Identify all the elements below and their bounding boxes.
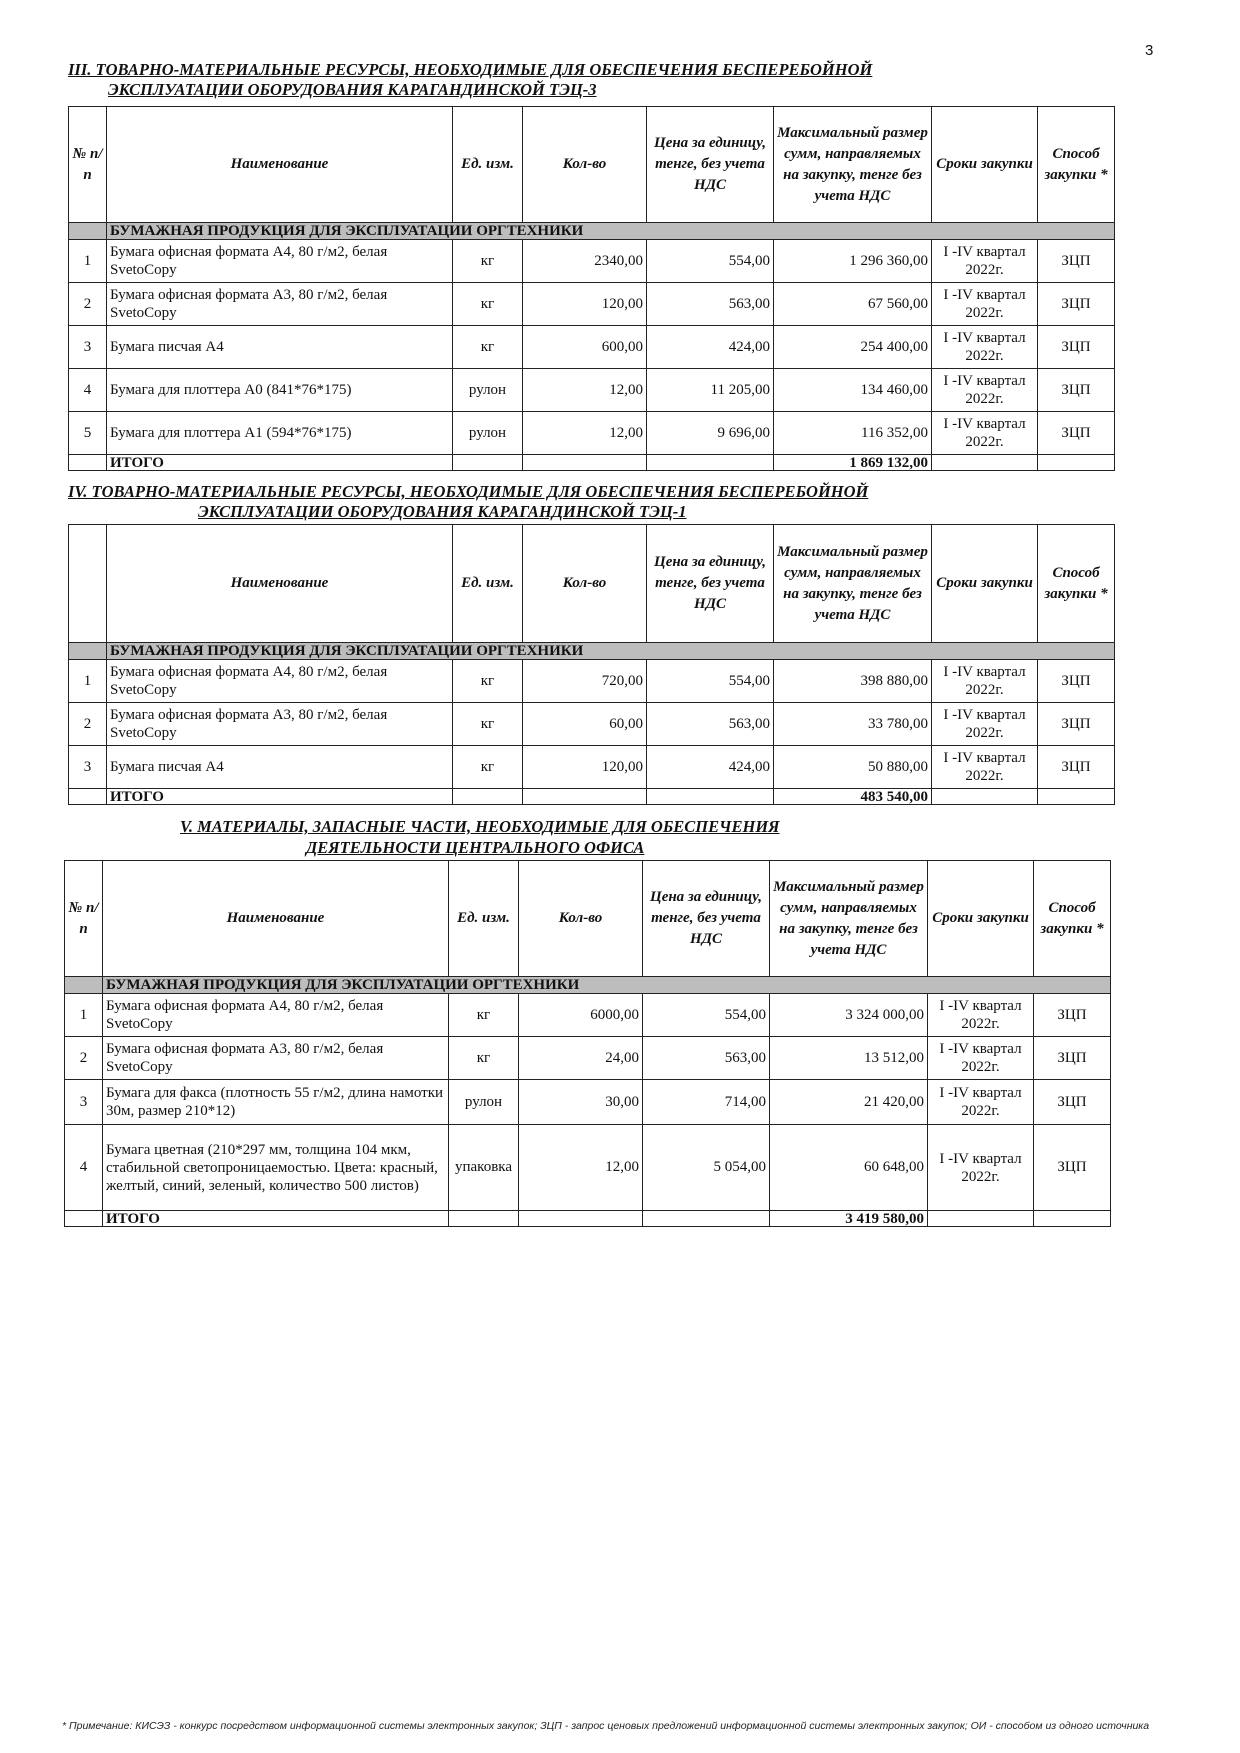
row-period: I -IV квартал 2022г.	[932, 283, 1038, 326]
total-amount: 1 869 132,00	[774, 455, 932, 471]
row-method: ЗЦП	[1038, 283, 1115, 326]
row-unit: кг	[453, 660, 523, 703]
row-qty: 120,00	[523, 283, 647, 326]
row-period: I -IV квартал 2022г.	[932, 746, 1038, 789]
row-unit: кг	[453, 240, 523, 283]
col-header-no: № п/п	[69, 107, 107, 223]
row-qty: 24,00	[519, 1037, 643, 1080]
category-row	[69, 643, 1115, 660]
row-amount: 13 512,00	[770, 1037, 928, 1080]
row-number: 3	[69, 326, 107, 369]
row-name: Бумага для плоттера А1 (594*76*175)	[107, 412, 453, 455]
table-row	[69, 746, 1115, 789]
row-method: ЗЦП	[1034, 1125, 1111, 1211]
col-header-name: Наименование	[107, 107, 453, 223]
col-header-period: Сроки закупки	[932, 525, 1038, 643]
page-number: 3	[1145, 42, 1154, 59]
row-price: 563,00	[647, 283, 774, 326]
col-header-qty: Кол-во	[519, 861, 643, 977]
total-amount: 3 419 580,00	[770, 1211, 928, 1227]
row-number: 1	[65, 994, 103, 1037]
table-header-row	[65, 861, 1111, 977]
row-unit: рулон	[453, 412, 523, 455]
row-qty: 600,00	[523, 326, 647, 369]
row-number: 5	[69, 412, 107, 455]
row-method: ЗЦП	[1038, 412, 1115, 455]
section-3-title-line1: III. ТОВАРНО-МАТЕРИАЛЬНЫЕ РЕСУРСЫ, НЕОБХОДИМЫЕ ДЛЯ ОБЕСПЕЧЕНИЯ БЕСПЕРЕБОЙНОЙ	[68, 60, 873, 79]
row-name: Бумага офисная формата А3, 80 г/м2, белая SvetoCopy	[103, 1037, 449, 1080]
row-unit: кг	[453, 326, 523, 369]
col-header-price: Цена за единицу, тенге, без учета НДС	[647, 107, 774, 223]
row-unit: кг	[453, 746, 523, 789]
row-method: ЗЦП	[1038, 326, 1115, 369]
total-row	[69, 455, 1115, 471]
row-period: I -IV квартал 2022г.	[932, 326, 1038, 369]
row-qty: 12,00	[523, 369, 647, 412]
row-number: 3	[65, 1080, 103, 1125]
col-header-max-amount: Максимальный размер сумм, направляемых на закупку, тенге без учета НДС	[774, 107, 932, 223]
col-header-qty: Кол-во	[523, 525, 647, 643]
row-amount: 134 460,00	[774, 369, 932, 412]
row-name: Бумага офисная формата А4, 80 г/м2, белая SvetoCopy	[107, 660, 453, 703]
row-amount: 50 880,00	[774, 746, 932, 789]
row-price: 5 054,00	[643, 1125, 770, 1211]
section-5-table	[64, 860, 1111, 1227]
row-period: I -IV квартал 2022г.	[928, 994, 1034, 1037]
col-header-price: Цена за единицу, тенге, без учета НДС	[647, 525, 774, 643]
row-amount: 67 560,00	[774, 283, 932, 326]
row-amount: 33 780,00	[774, 703, 932, 746]
section-5-title-line2: ДЕЯТЕЛЬНОСТИ ЦЕНТРАЛЬНОГО ОФИСА	[306, 838, 645, 857]
total-row	[65, 1211, 1111, 1227]
row-period: I -IV квартал 2022г.	[932, 412, 1038, 455]
row-qty: 30,00	[519, 1080, 643, 1125]
row-unit: рулон	[449, 1080, 519, 1125]
row-price: 554,00	[647, 240, 774, 283]
row-method: ЗЦП	[1038, 240, 1115, 283]
col-header-period: Сроки закупки	[932, 107, 1038, 223]
row-price: 714,00	[643, 1080, 770, 1125]
col-header-method: Способ закупки *	[1034, 861, 1111, 977]
row-amount: 254 400,00	[774, 326, 932, 369]
row-period: I -IV квартал 2022г.	[928, 1125, 1034, 1211]
row-number: 4	[69, 369, 107, 412]
col-header-unit: Ед. изм.	[453, 525, 523, 643]
table-row	[69, 240, 1115, 283]
col-header-method: Способ закупки *	[1038, 525, 1115, 643]
table-row	[69, 283, 1115, 326]
row-price: 424,00	[647, 746, 774, 789]
row-price: 563,00	[647, 703, 774, 746]
table-row	[65, 1125, 1111, 1211]
row-price: 9 696,00	[647, 412, 774, 455]
table-row	[69, 703, 1115, 746]
col-header-max-amount: Максимальный размер сумм, направляемых на закупку, тенге без учета НДС	[774, 525, 932, 643]
table-row	[65, 1080, 1111, 1125]
table-row	[65, 994, 1111, 1037]
col-header-qty: Кол-во	[523, 107, 647, 223]
total-label: ИТОГО	[107, 789, 453, 805]
table-row	[69, 369, 1115, 412]
row-amount: 60 648,00	[770, 1125, 928, 1211]
row-method: ЗЦП	[1038, 660, 1115, 703]
row-method: ЗЦП	[1034, 994, 1111, 1037]
col-header-name: Наименование	[103, 861, 449, 977]
row-unit: кг	[449, 994, 519, 1037]
row-amount: 21 420,00	[770, 1080, 928, 1125]
row-name: Бумага цветная (210*297 мм, толщина 104 мкм, стабильной светопроницаемостью. Цвета: красный, желтый, синий, зеленый, количество 500 листов)	[103, 1125, 449, 1211]
row-unit: кг	[453, 283, 523, 326]
total-label: ИТОГО	[107, 455, 453, 471]
row-name: Бумага офисная формата А3, 80 г/м2, белая SvetoCopy	[107, 703, 453, 746]
footnote: * Примечание: КИСЭЗ - конкурс посредством информационной системы электронных закупок; ЗЦП - запрос ценовых предложений информационной системы электронных закупок; ОИ - способом из одного источника	[62, 1720, 1150, 1732]
row-qty: 12,00	[523, 412, 647, 455]
category-row	[65, 977, 1111, 994]
col-header-no	[69, 525, 107, 643]
row-price: 554,00	[643, 994, 770, 1037]
row-name: Бумага офисная формата А4, 80 г/м2, белая SvetoCopy	[107, 240, 453, 283]
col-header-unit: Ед. изм.	[449, 861, 519, 977]
row-method: ЗЦП	[1038, 703, 1115, 746]
category-label: БУМАЖНАЯ ПРОДУКЦИЯ ДЛЯ ЭКСПЛУАТАЦИИ ОРГТЕХНИКИ	[107, 643, 1115, 660]
row-method: ЗЦП	[1034, 1080, 1111, 1125]
col-header-max-amount: Максимальный размер сумм, направляемых на закупку, тенге без учета НДС	[770, 861, 928, 977]
col-header-method: Способ закупки *	[1038, 107, 1115, 223]
row-price: 563,00	[643, 1037, 770, 1080]
row-period: I -IV квартал 2022г.	[928, 1080, 1034, 1125]
row-amount: 398 880,00	[774, 660, 932, 703]
row-number: 3	[69, 746, 107, 789]
category-row	[69, 223, 1115, 240]
section-3-title-line2: ЭКСПЛУАТАЦИИ ОБОРУДОВАНИЯ КАРАГАНДИНСКОЙ ТЭЦ-3	[108, 80, 597, 99]
table-row	[69, 412, 1115, 455]
row-price: 554,00	[647, 660, 774, 703]
row-qty: 12,00	[519, 1125, 643, 1211]
row-period: I -IV квартал 2022г.	[928, 1037, 1034, 1080]
row-qty: 60,00	[523, 703, 647, 746]
row-name: Бумага писчая А4	[107, 746, 453, 789]
row-amount: 116 352,00	[774, 412, 932, 455]
category-label: БУМАЖНАЯ ПРОДУКЦИЯ ДЛЯ ЭКСПЛУАТАЦИИ ОРГТЕХНИКИ	[107, 223, 1115, 240]
row-name: Бумага писчая А4	[107, 326, 453, 369]
table-row	[69, 660, 1115, 703]
row-price: 11 205,00	[647, 369, 774, 412]
row-number: 1	[69, 240, 107, 283]
section-4-title-line2: ЭКСПЛУАТАЦИИ ОБОРУДОВАНИЯ КАРАГАНДИНСКОЙ ТЭЦ-1	[198, 502, 687, 521]
col-header-no: № п/п	[65, 861, 103, 977]
section-3-table	[68, 106, 1115, 471]
row-qty: 2340,00	[523, 240, 647, 283]
row-amount: 3 324 000,00	[770, 994, 928, 1037]
total-row	[69, 789, 1115, 805]
row-name: Бумага для плоттера А0 (841*76*175)	[107, 369, 453, 412]
row-method: ЗЦП	[1034, 1037, 1111, 1080]
row-qty: 120,00	[523, 746, 647, 789]
table-row	[69, 326, 1115, 369]
col-header-unit: Ед. изм.	[453, 107, 523, 223]
row-number: 2	[69, 703, 107, 746]
row-method: ЗЦП	[1038, 746, 1115, 789]
row-period: I -IV квартал 2022г.	[932, 660, 1038, 703]
table-header-row	[69, 107, 1115, 223]
row-name: Бумага офисная формата А3, 80 г/м2, белая SvetoCopy	[107, 283, 453, 326]
row-name: Бумага офисная формата А4, 80 г/м2, белая SvetoCopy	[103, 994, 449, 1037]
row-unit: упаковка	[449, 1125, 519, 1211]
row-number: 2	[69, 283, 107, 326]
section-4-table	[68, 524, 1115, 805]
row-price: 424,00	[647, 326, 774, 369]
row-unit: рулон	[453, 369, 523, 412]
row-number: 2	[65, 1037, 103, 1080]
category-label: БУМАЖНАЯ ПРОДУКЦИЯ ДЛЯ ЭКСПЛУАТАЦИИ ОРГТЕХНИКИ	[103, 977, 1111, 994]
table-header-row	[69, 525, 1115, 643]
row-period: I -IV квартал 2022г.	[932, 240, 1038, 283]
row-qty: 6000,00	[519, 994, 643, 1037]
row-unit: кг	[449, 1037, 519, 1080]
row-amount: 1 296 360,00	[774, 240, 932, 283]
section-5-title-line1: V. МАТЕРИАЛЫ, ЗАПАСНЫЕ ЧАСТИ, НЕОБХОДИМЫЕ ДЛЯ ОБЕСПЕЧЕНИЯ	[180, 817, 780, 836]
total-label: ИТОГО	[103, 1211, 449, 1227]
col-header-price: Цена за единицу, тенге, без учета НДС	[643, 861, 770, 977]
section-4-title-line1: IV. ТОВАРНО-МАТЕРИАЛЬНЫЕ РЕСУРСЫ, НЕОБХОДИМЫЕ ДЛЯ ОБЕСПЕЧЕНИЯ БЕСПЕРЕБОЙНОЙ	[68, 482, 869, 501]
row-qty: 720,00	[523, 660, 647, 703]
total-amount: 483 540,00	[774, 789, 932, 805]
row-number: 1	[69, 660, 107, 703]
table-row	[65, 1037, 1111, 1080]
row-unit: кг	[453, 703, 523, 746]
row-name: Бумага для факса (плотность 55 г/м2, длина намотки 30м, размер 210*12)	[103, 1080, 449, 1125]
row-number: 4	[65, 1125, 103, 1211]
row-method: ЗЦП	[1038, 369, 1115, 412]
row-period: I -IV квартал 2022г.	[932, 369, 1038, 412]
row-period: I -IV квартал 2022г.	[932, 703, 1038, 746]
col-header-name: Наименование	[107, 525, 453, 643]
col-header-period: Сроки закупки	[928, 861, 1034, 977]
